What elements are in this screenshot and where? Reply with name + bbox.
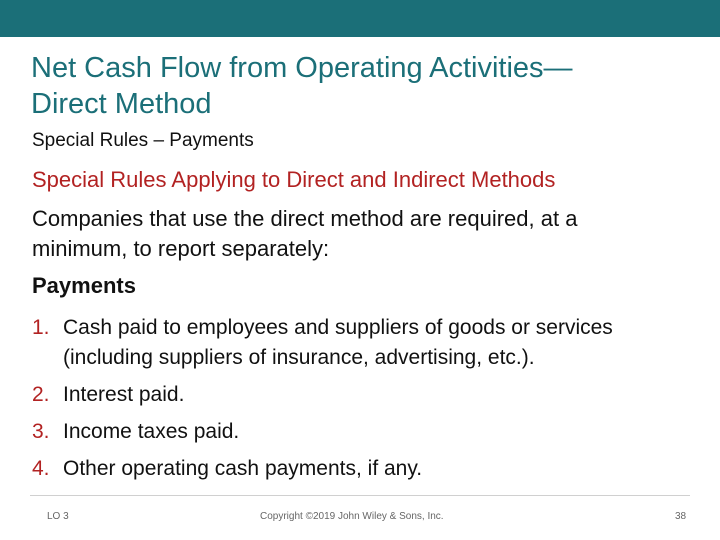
- intro-paragraph: [32, 204, 692, 264]
- list-item-number: 1.: [32, 316, 50, 339]
- slide-title: [31, 50, 701, 122]
- list-item-text: Other operating cash payments, if any.: [63, 457, 423, 480]
- header-band: [0, 0, 720, 37]
- list-item: [32, 417, 692, 447]
- slide-subtitle: Special Rules – Payments: [32, 130, 254, 151]
- list-item-number: 3.: [32, 420, 50, 443]
- list-item-text: Interest paid.: [63, 383, 185, 406]
- slide-body: [32, 164, 692, 491]
- list-item-text: Income taxes paid.: [63, 420, 240, 443]
- list-item: [32, 313, 692, 373]
- intro-line-1: Companies that use the direct method are required, at a: [32, 206, 578, 231]
- copyright-notice: Copyright ©2019 John Wiley & Sons, Inc.: [260, 511, 444, 522]
- payments-list: [32, 313, 692, 484]
- list-item-number: 2.: [32, 383, 50, 406]
- section-heading: Special Rules Applying to Direct and Indirect Methods: [32, 167, 556, 192]
- list-item-number: 4.: [32, 457, 50, 480]
- list-item-text: Cash paid to employees and suppliers of goods or services: [63, 316, 613, 339]
- list-item-text-continued: (including suppliers of insurance, advertising, etc.).: [63, 346, 535, 369]
- page-number: 38: [675, 511, 687, 522]
- list-item: [32, 454, 692, 484]
- slide-title-line-2: Direct Method: [31, 88, 212, 120]
- slide-title-line-1: Net Cash Flow from Operating Activities—: [31, 52, 573, 84]
- intro-line-2: minimum, to report separately:: [32, 236, 330, 261]
- list-item: [32, 380, 692, 410]
- payments-label: Payments: [32, 273, 136, 298]
- learning-objective-label: LO 3: [47, 511, 69, 522]
- footer-divider: [30, 495, 690, 496]
